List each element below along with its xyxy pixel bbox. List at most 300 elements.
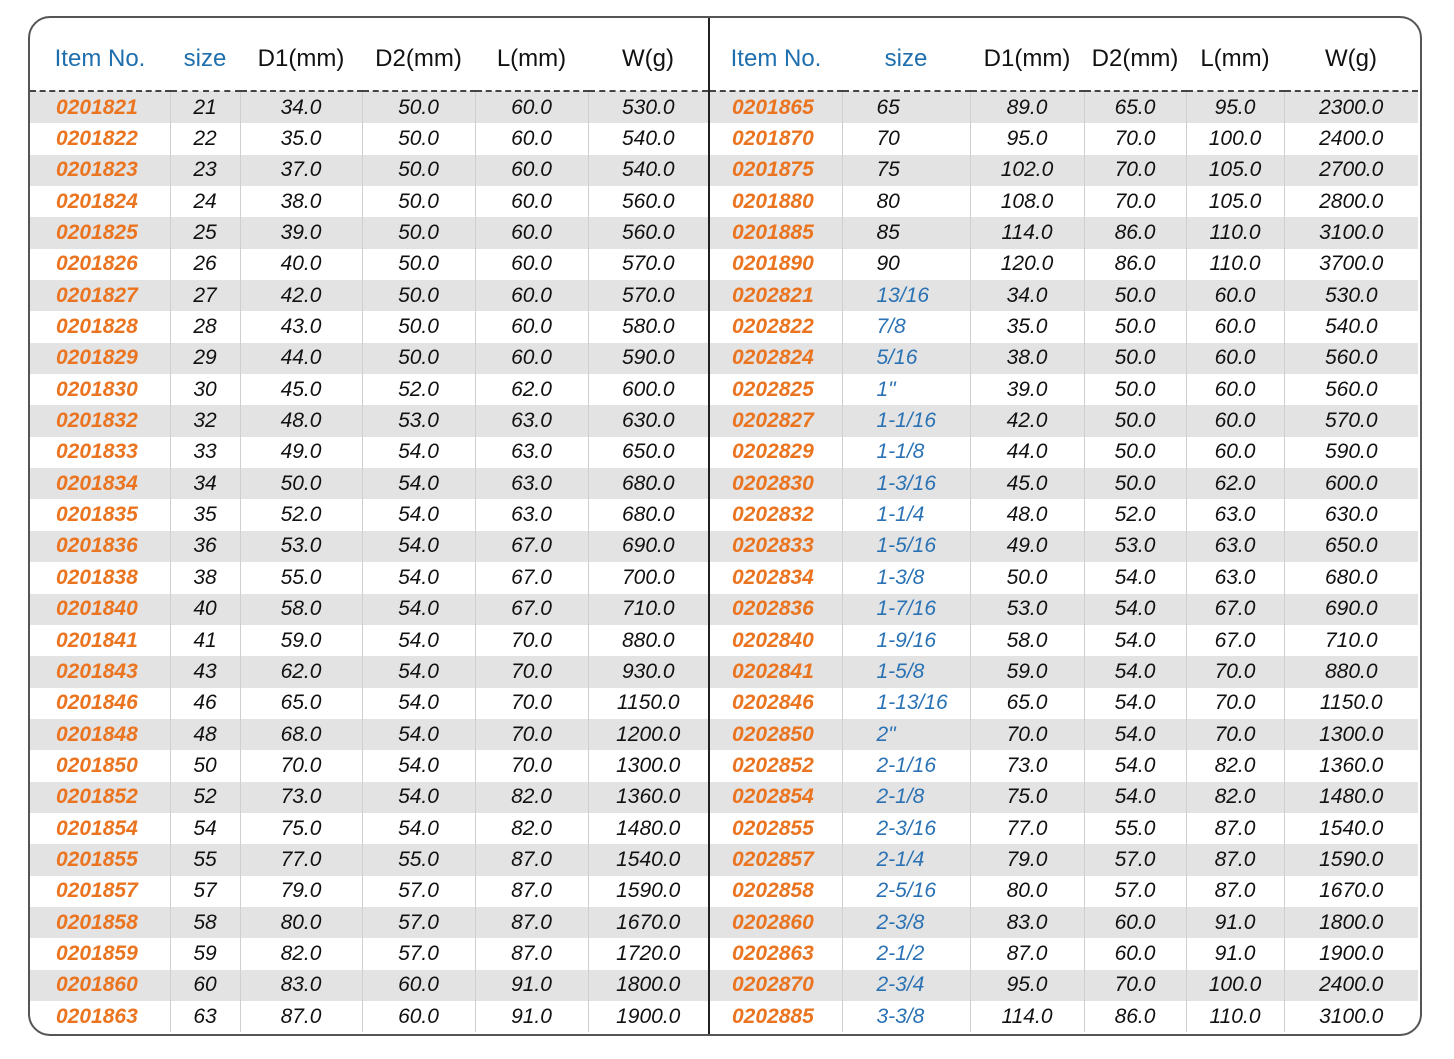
d1-cell: 39.0 (970, 374, 1084, 405)
header-item-no: Item No. (30, 28, 170, 91)
length-cell: 63.0 (1186, 499, 1284, 530)
weight-cell: 1540.0 (588, 844, 708, 875)
length-cell: 82.0 (475, 813, 588, 844)
table-row (30, 499, 708, 530)
d2-cell: 54.0 (362, 499, 475, 530)
d2-cell: 60.0 (362, 970, 475, 1001)
size-cell: 48 (170, 719, 240, 750)
table-row (710, 782, 1418, 813)
weight-cell: 710.0 (588, 594, 708, 625)
size-cell: 2" (842, 719, 970, 750)
size-cell: 35 (170, 499, 240, 530)
weight-cell: 1540.0 (1284, 813, 1418, 844)
d2-cell: 54.0 (362, 625, 475, 656)
table-row (710, 155, 1418, 186)
item-number-cell: 0202885 (732, 1004, 814, 1028)
item-number-cell: 0202870 (710, 970, 842, 1001)
d1-cell: 58.0 (240, 594, 362, 625)
item-number-cell: 0201855 (30, 844, 170, 875)
d2-cell: 60.0 (362, 1001, 475, 1032)
item-number-cell: 0202860 (710, 907, 842, 938)
length-cell: 70.0 (475, 656, 588, 687)
weight-cell: 650.0 (1284, 531, 1418, 562)
d2-cell: 60.0 (1084, 938, 1186, 969)
table-row (30, 625, 708, 656)
item-number-cell: 0202827 (710, 405, 842, 436)
weight-cell: 880.0 (1284, 656, 1418, 687)
length-cell: 60.0 (475, 280, 588, 311)
d1-cell: 95.0 (970, 970, 1084, 1001)
table-row (30, 719, 708, 750)
weight-cell: 570.0 (588, 280, 708, 311)
d2-cell: 50.0 (362, 311, 475, 342)
item-number-cell: 0201835 (56, 503, 138, 527)
weight-cell: 590.0 (588, 343, 708, 374)
size-cell: 43 (170, 656, 240, 687)
item-number-cell: 0202852 (732, 753, 814, 777)
right-header-row (710, 28, 1418, 91)
size-cell: 2-1/16 (842, 750, 970, 781)
weight-cell: 880.0 (588, 625, 708, 656)
weight-cell: 690.0 (1284, 594, 1418, 625)
size-cell: 60 (170, 970, 240, 1001)
weight-cell: 630.0 (588, 405, 708, 436)
length-cell: 60.0 (475, 123, 588, 154)
table-row (30, 123, 708, 154)
size-cell: 46 (170, 688, 240, 719)
table-row (30, 876, 708, 907)
table-row (710, 719, 1418, 750)
d2-cell: 86.0 (1084, 249, 1186, 280)
weight-cell: 540.0 (588, 155, 708, 186)
size-cell: 59 (170, 938, 240, 969)
length-cell: 105.0 (1186, 186, 1284, 217)
d2-cell: 70.0 (1084, 123, 1186, 154)
item-number-cell: 0201822 (56, 127, 138, 151)
item-number-cell: 0201825 (30, 217, 170, 248)
item-number-cell: 0201875 (710, 155, 842, 186)
length-cell: 60.0 (475, 311, 588, 342)
item-number-cell: 0201834 (30, 468, 170, 499)
table-row (30, 907, 708, 938)
d2-cell: 54.0 (362, 562, 475, 593)
d2-cell: 57.0 (362, 938, 475, 969)
d1-cell: 49.0 (240, 437, 362, 468)
length-cell: 67.0 (475, 531, 588, 562)
d2-cell: 54.0 (1084, 750, 1186, 781)
length-cell: 70.0 (475, 750, 588, 781)
table-row (30, 186, 708, 217)
table-row (710, 249, 1418, 280)
weight-cell: 2400.0 (1284, 970, 1418, 1001)
d1-cell: 83.0 (240, 970, 362, 1001)
length-cell: 63.0 (475, 405, 588, 436)
item-number-cell: 0201823 (30, 155, 170, 186)
header-size: size (170, 28, 240, 91)
item-number-cell: 0201863 (56, 1004, 138, 1028)
size-cell: 3-3/8 (842, 1001, 970, 1032)
size-cell: 23 (170, 155, 240, 186)
table-row (710, 1001, 1418, 1032)
size-cell: 70 (842, 123, 970, 154)
weight-cell: 1590.0 (588, 876, 708, 907)
d2-cell: 54.0 (362, 437, 475, 468)
table-row (710, 217, 1418, 248)
weight-cell: 560.0 (1284, 374, 1418, 405)
header-weight: W(g) (1284, 28, 1418, 91)
d1-cell: 44.0 (240, 343, 362, 374)
length-cell: 70.0 (1186, 719, 1284, 750)
d1-cell: 77.0 (240, 844, 362, 875)
size-cell: 25 (170, 217, 240, 248)
d1-cell: 75.0 (970, 782, 1084, 813)
weight-cell: 1900.0 (588, 1001, 708, 1032)
d2-cell: 54.0 (362, 750, 475, 781)
length-cell: 63.0 (475, 437, 588, 468)
weight-cell: 590.0 (1284, 437, 1418, 468)
d2-cell: 50.0 (362, 155, 475, 186)
length-cell: 60.0 (1186, 437, 1284, 468)
length-cell: 60.0 (475, 155, 588, 186)
size-cell: 1-3/8 (842, 562, 970, 593)
weight-cell: 710.0 (1284, 625, 1418, 656)
item-number-cell: 0201843 (30, 656, 170, 687)
size-cell: 50 (170, 750, 240, 781)
size-cell: 1-7/16 (842, 594, 970, 625)
length-cell: 110.0 (1186, 217, 1284, 248)
d1-cell: 80.0 (970, 876, 1084, 907)
d1-cell: 120.0 (970, 249, 1084, 280)
table-row (30, 594, 708, 625)
d1-cell: 48.0 (970, 499, 1084, 530)
length-cell: 70.0 (1186, 656, 1284, 687)
size-cell: 29 (170, 343, 240, 374)
d2-cell: 54.0 (1084, 656, 1186, 687)
size-cell: 1-9/16 (842, 625, 970, 656)
d2-cell: 54.0 (1084, 594, 1186, 625)
length-cell: 91.0 (1186, 938, 1284, 969)
header-d1: D1(mm) (970, 28, 1084, 91)
left-table-section (30, 28, 708, 1032)
d1-cell: 102.0 (970, 155, 1084, 186)
size-cell: 58 (170, 907, 240, 938)
weight-cell: 1300.0 (1284, 719, 1418, 750)
weight-cell: 1900.0 (1284, 938, 1418, 969)
d2-cell: 54.0 (362, 782, 475, 813)
length-cell: 60.0 (1186, 311, 1284, 342)
weight-cell: 1590.0 (1284, 844, 1418, 875)
d1-cell: 45.0 (970, 468, 1084, 499)
right-table-body (710, 91, 1418, 1032)
weight-cell: 1360.0 (588, 782, 708, 813)
size-cell: 1-1/8 (842, 437, 970, 468)
size-cell: 13/16 (842, 280, 970, 311)
length-cell: 110.0 (1186, 1001, 1284, 1032)
d1-cell: 59.0 (240, 625, 362, 656)
table-row (710, 499, 1418, 530)
table-row (30, 217, 708, 248)
d1-cell: 59.0 (970, 656, 1084, 687)
item-number-cell: 0202834 (732, 565, 814, 589)
length-cell: 82.0 (1186, 750, 1284, 781)
d2-cell: 50.0 (1084, 405, 1186, 436)
d2-cell: 54.0 (1084, 688, 1186, 719)
item-number-cell: 0202850 (710, 719, 842, 750)
d1-cell: 89.0 (970, 91, 1084, 123)
header-d1: D1(mm) (240, 28, 362, 91)
weight-cell: 1720.0 (588, 938, 708, 969)
table-row (710, 343, 1418, 374)
left-table-body (30, 91, 708, 1032)
weight-cell: 2800.0 (1284, 186, 1418, 217)
table-row (710, 91, 1418, 123)
d1-cell: 70.0 (970, 719, 1084, 750)
size-cell: 1-1/16 (842, 405, 970, 436)
item-number-cell: 0201857 (56, 879, 138, 903)
d1-cell: 50.0 (970, 562, 1084, 593)
item-number-cell: 0201890 (732, 252, 814, 276)
d1-cell: 42.0 (970, 405, 1084, 436)
weight-cell: 1200.0 (588, 719, 708, 750)
d1-cell: 53.0 (240, 531, 362, 562)
length-cell: 70.0 (1186, 688, 1284, 719)
d1-cell: 87.0 (240, 1001, 362, 1032)
size-cell: 5/16 (842, 343, 970, 374)
size-cell: 30 (170, 374, 240, 405)
item-number-cell: 0202825 (732, 377, 814, 401)
weight-cell: 1670.0 (588, 907, 708, 938)
table-row (710, 594, 1418, 625)
item-number-cell: 0201824 (56, 189, 138, 213)
table-row (710, 938, 1418, 969)
size-cell: 40 (170, 594, 240, 625)
d2-cell: 50.0 (362, 217, 475, 248)
item-number-cell: 0202829 (732, 440, 814, 464)
d1-cell: 95.0 (970, 123, 1084, 154)
item-number-cell: 0201841 (56, 628, 138, 652)
table-row (710, 468, 1418, 499)
weight-cell: 2400.0 (1284, 123, 1418, 154)
weight-cell: 1150.0 (1284, 688, 1418, 719)
length-cell: 91.0 (475, 1001, 588, 1032)
d2-cell: 70.0 (1084, 970, 1186, 1001)
item-number-cell: 0202832 (732, 503, 814, 527)
d2-cell: 54.0 (362, 531, 475, 562)
size-cell: 7/8 (842, 311, 970, 342)
d1-cell: 50.0 (240, 468, 362, 499)
table-row (710, 280, 1418, 311)
d2-cell: 54.0 (362, 656, 475, 687)
item-number-cell: 0202833 (710, 531, 842, 562)
table-row (710, 186, 1418, 217)
header-size: size (842, 28, 970, 91)
item-number-cell: 0202840 (732, 628, 814, 652)
item-number-cell: 0202855 (732, 816, 814, 840)
length-cell: 87.0 (475, 907, 588, 938)
header-weight: W(g) (588, 28, 708, 91)
item-number-cell: 0202841 (710, 656, 842, 687)
table-row (30, 656, 708, 687)
weight-cell: 1360.0 (1284, 750, 1418, 781)
size-cell: 1-13/16 (842, 688, 970, 719)
d2-cell: 70.0 (1084, 186, 1186, 217)
d2-cell: 54.0 (362, 813, 475, 844)
d1-cell: 79.0 (240, 876, 362, 907)
d2-cell: 50.0 (1084, 311, 1186, 342)
length-cell: 60.0 (1186, 343, 1284, 374)
size-cell: 26 (170, 249, 240, 280)
size-cell: 55 (170, 844, 240, 875)
d1-cell: 48.0 (240, 405, 362, 436)
d2-cell: 54.0 (1084, 562, 1186, 593)
table-row (710, 750, 1418, 781)
weight-cell: 1150.0 (588, 688, 708, 719)
size-cell: 36 (170, 531, 240, 562)
d2-cell: 50.0 (1084, 374, 1186, 405)
d1-cell: 42.0 (240, 280, 362, 311)
size-cell: 2-3/8 (842, 907, 970, 938)
table-row (710, 437, 1418, 468)
weight-cell: 1800.0 (588, 970, 708, 1001)
length-cell: 87.0 (475, 938, 588, 969)
d1-cell: 73.0 (970, 750, 1084, 781)
d1-cell: 53.0 (970, 594, 1084, 625)
item-number-cell: 0202863 (732, 941, 814, 965)
length-cell: 67.0 (1186, 625, 1284, 656)
table-row (30, 155, 708, 186)
length-cell: 67.0 (475, 562, 588, 593)
size-cell: 2-3/4 (842, 970, 970, 1001)
table-row (710, 970, 1418, 1001)
length-cell: 62.0 (1186, 468, 1284, 499)
d1-cell: 87.0 (970, 938, 1084, 969)
item-number-cell: 0202854 (710, 782, 842, 813)
d1-cell: 44.0 (970, 437, 1084, 468)
item-number-cell: 0201840 (30, 594, 170, 625)
length-cell: 95.0 (1186, 91, 1284, 123)
weight-cell: 600.0 (1284, 468, 1418, 499)
size-cell: 1-1/4 (842, 499, 970, 530)
d2-cell: 55.0 (362, 844, 475, 875)
weight-cell: 1480.0 (1284, 782, 1418, 813)
header-length: L(mm) (475, 28, 588, 91)
weight-cell: 530.0 (588, 91, 708, 123)
item-number-cell: 0201828 (56, 315, 138, 339)
header-item-no: Item No. (710, 28, 842, 91)
size-cell: 63 (170, 1001, 240, 1032)
item-number-cell: 0202822 (732, 315, 814, 339)
table-row (30, 374, 708, 405)
item-number-cell: 0201850 (56, 753, 138, 777)
item-number-cell: 0201880 (732, 189, 814, 213)
size-cell: 34 (170, 468, 240, 499)
table-row (710, 562, 1418, 593)
weight-cell: 2300.0 (1284, 91, 1418, 123)
table-row (710, 311, 1418, 342)
size-cell: 65 (842, 91, 970, 123)
d2-cell: 50.0 (1084, 468, 1186, 499)
length-cell: 87.0 (475, 876, 588, 907)
table-row (710, 876, 1418, 907)
table-row (30, 280, 708, 311)
length-cell: 105.0 (1186, 155, 1284, 186)
length-cell: 63.0 (1186, 562, 1284, 593)
item-number-cell: 0201829 (30, 343, 170, 374)
table-row (30, 311, 708, 342)
length-cell: 82.0 (475, 782, 588, 813)
weight-cell: 540.0 (588, 123, 708, 154)
d2-cell: 50.0 (1084, 280, 1186, 311)
item-number-cell: 0201826 (56, 252, 138, 276)
d1-cell: 80.0 (240, 907, 362, 938)
table-row (710, 531, 1418, 562)
item-number-cell: 0201860 (30, 970, 170, 1001)
length-cell: 87.0 (1186, 844, 1284, 875)
d1-cell: 34.0 (240, 91, 362, 123)
d1-cell: 68.0 (240, 719, 362, 750)
d1-cell: 38.0 (240, 186, 362, 217)
table-row (30, 688, 708, 719)
d1-cell: 58.0 (970, 625, 1084, 656)
length-cell: 100.0 (1186, 970, 1284, 1001)
item-number-cell: 0201870 (732, 127, 814, 151)
item-number-cell: 0202857 (710, 844, 842, 875)
d2-cell: 54.0 (1084, 782, 1186, 813)
d2-cell: 50.0 (1084, 343, 1186, 374)
d1-cell: 75.0 (240, 813, 362, 844)
size-cell: 28 (170, 311, 240, 342)
weight-cell: 3100.0 (1284, 1001, 1418, 1032)
size-cell: 2-1/4 (842, 844, 970, 875)
item-number-cell: 0201833 (56, 440, 138, 464)
item-number-cell: 0201838 (56, 565, 138, 589)
length-cell: 60.0 (1186, 405, 1284, 436)
size-cell: 54 (170, 813, 240, 844)
d2-cell: 50.0 (362, 249, 475, 280)
item-number-cell: 0201846 (56, 691, 138, 715)
d1-cell: 39.0 (240, 217, 362, 248)
length-cell: 63.0 (475, 499, 588, 530)
table-row (30, 782, 708, 813)
item-number-cell: 0202836 (710, 594, 842, 625)
size-cell: 41 (170, 625, 240, 656)
weight-cell: 540.0 (1284, 311, 1418, 342)
d1-cell: 34.0 (970, 280, 1084, 311)
size-cell: 52 (170, 782, 240, 813)
d1-cell: 62.0 (240, 656, 362, 687)
header-d2: D2(mm) (362, 28, 475, 91)
d2-cell: 52.0 (362, 374, 475, 405)
d2-cell: 50.0 (1084, 437, 1186, 468)
item-number-cell: 0201836 (30, 531, 170, 562)
item-number-cell: 0202824 (710, 343, 842, 374)
item-number-cell: 0201865 (710, 91, 842, 123)
d1-cell: 40.0 (240, 249, 362, 280)
length-cell: 60.0 (475, 343, 588, 374)
table-row (30, 249, 708, 280)
left-spec-table (30, 28, 708, 1032)
length-cell: 70.0 (475, 625, 588, 656)
size-cell: 38 (170, 562, 240, 593)
d2-cell: 50.0 (362, 186, 475, 217)
d2-cell: 52.0 (1084, 499, 1186, 530)
d2-cell: 54.0 (362, 468, 475, 499)
length-cell: 91.0 (475, 970, 588, 1001)
weight-cell: 2700.0 (1284, 155, 1418, 186)
d2-cell: 65.0 (1084, 91, 1186, 123)
length-cell: 91.0 (1186, 907, 1284, 938)
length-cell: 70.0 (475, 688, 588, 719)
